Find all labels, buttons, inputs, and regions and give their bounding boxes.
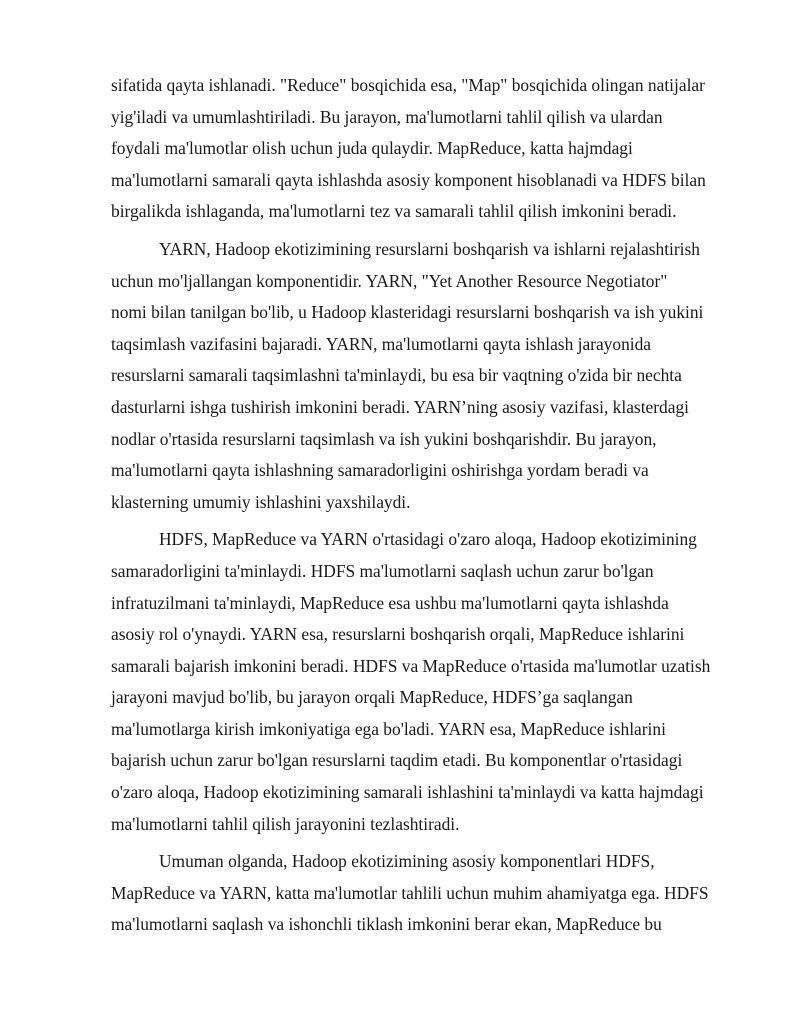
- text-line: HDFS, MapReduce va YARN o'rtasidagi o'zaro aloqa, Hadoop ekotizimining: [159, 529, 697, 550]
- text-line: ma'lumotlarni saqlash va ishonchli tiklash imkonini berar ekan, MapReduce bu: [111, 914, 662, 935]
- text-line: taqsimlash vazifasini bajaradi. YARN, ma'lumotlarni qayta ishlash jarayonida: [111, 333, 652, 354]
- paragraph-2: [111, 234, 751, 518]
- text-line: ma'lumotlarni qayta ishlashning samaradorligini oshirishga yordam beradi va: [111, 460, 649, 481]
- text-line: samaradorligini ta'minlaydi. HDFS ma'lumotlarni saqlash uchun zarur bo'lgan: [111, 560, 654, 581]
- text-line: dasturlarni ishga tushirish imkonini beradi. YARN’ning asosiy vazifasi, klasterdagi: [111, 396, 689, 417]
- text-line: samarali bajarish imkonini beradi. HDFS va MapReduce o'rtasida ma'lumotlar uzatish: [111, 655, 711, 676]
- text-line: Umuman olganda, Hadoop ekotizimining asosiy komponentlari HDFS,: [159, 851, 655, 872]
- text-line: MapReduce va YARN, katta ma'lumotlar tahlili uchun muhim ahamiyatga ega. HDFS: [111, 882, 709, 903]
- text-line: ma'lumotlarga kirish imkoniyatiga ega bo'ladi. YARN esa, MapReduce ishlarini: [111, 718, 666, 739]
- paragraph-4: [111, 846, 751, 941]
- text-line: klasterning umumiy ishlashini yaxshilaydi.: [111, 491, 411, 512]
- text-line: ma'lumotlarni samarali qayta ishlashda asosiy komponent hisoblanadi va HDFS bilan: [111, 169, 706, 190]
- text-line: bajarish uchun zarur bo'lgan resurslarni taqdim etadi. Bu komponentlar o'rtasidagi: [111, 750, 683, 771]
- text-line: o'zaro aloqa, Hadoop ekotizimining samarali ishlashini ta'minlaydi va katta hajmdagi: [111, 782, 704, 803]
- text-line: foydali ma'lumotlar olish uchun juda qulaydir. MapReduce, katta hajmdagi: [111, 138, 633, 159]
- document-body: [111, 70, 751, 941]
- text-line: asosiy rol o'ynaydi. YARN esa, resurslarni boshqarish orqali, MapReduce ishlarini: [111, 624, 685, 645]
- text-line: yig'iladi va umumlashtiriladi. Bu jarayon, ma'lumotlarni tahlil qilish va ulardan: [111, 106, 663, 127]
- paragraph-1: [111, 70, 751, 228]
- text-line: ma'lumotlarni tahlil qilish jarayonini tezlashtiradi.: [111, 813, 460, 834]
- text-line: nomi bilan tanilgan bo'lib, u Hadoop klasteridagi resurslarni boshqarish va ish yukini: [111, 302, 704, 323]
- text-line: infratuzilmani ta'minlaydi, MapReduce esa ushbu ma'lumotlarni qayta ishlashda: [111, 592, 669, 613]
- text-line: resurslarni samarali taqsimlashni ta'minlaydi, bu esa bir vaqtning o'zida bir nechta: [111, 365, 682, 386]
- text-line: sifatida qayta ishlanadi. "Reduce" bosqichida esa, "Map" bosqichida olingan natijalar: [111, 75, 705, 95]
- text-line: nodlar o'rtasida resurslarni taqsimlash va ish yukini boshqarishdir. Bu jarayon,: [111, 428, 657, 449]
- text-line: uchun mo'ljallangan komponentidir. YARN, "Yet Another Resource Negotiator": [111, 270, 668, 291]
- text-line: YARN, Hadoop ekotizimining resurslarni boshqarish va ishlarni rejalashtirish: [159, 238, 700, 259]
- paragraph-3: [111, 524, 751, 840]
- text-line: birgalikda ishlaganda, ma'lumotlarni tez va samarali tahlil qilish imkonini beradi.: [111, 201, 677, 222]
- text-line: jarayoni mavjud bo'lib, bu jarayon orqali MapReduce, HDFS’ga saqlangan: [111, 687, 633, 708]
